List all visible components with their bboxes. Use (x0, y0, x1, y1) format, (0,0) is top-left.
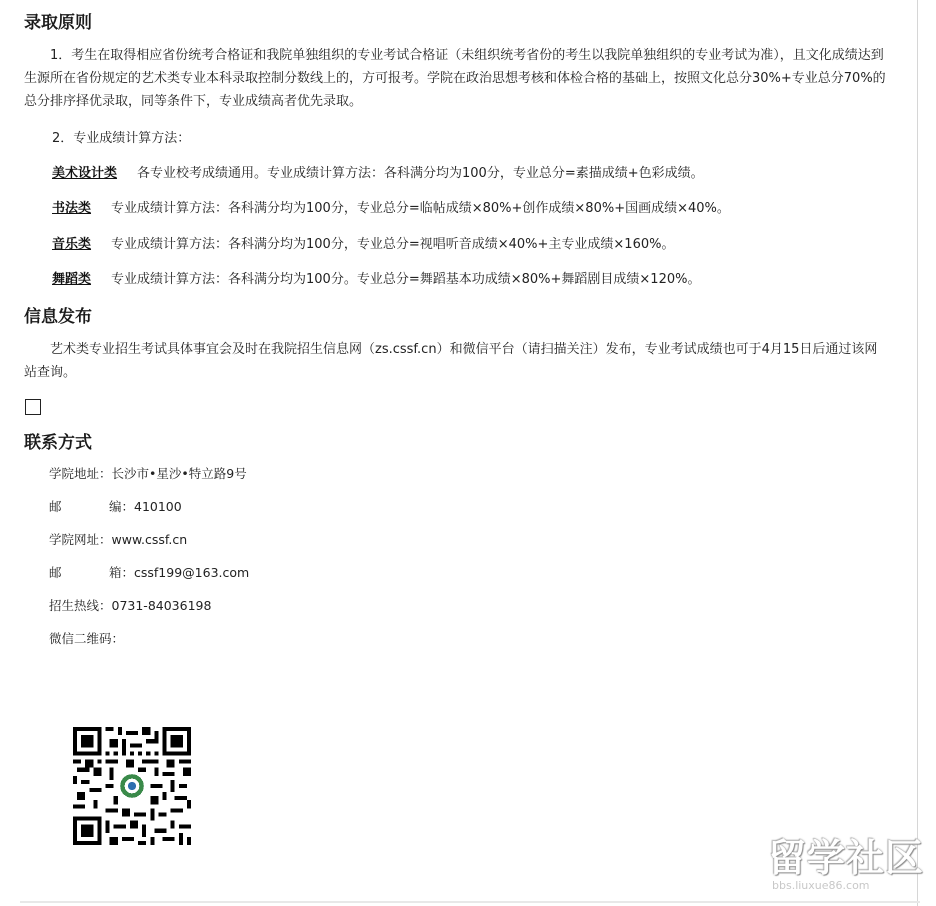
category-text: 各专业校考成绩通用。专业成绩计算方法：各科满分均为100分，专业总分=素描成绩+色彩成绩。 (137, 166, 704, 181)
admission-paragraph-2: 2．专业成绩计算方法： (52, 131, 191, 146)
section-title-information-release: 信息发布 (24, 307, 92, 327)
checkbox-icon (25, 399, 41, 415)
category-music (52, 235, 674, 255)
contact-email-label: 邮 (49, 565, 62, 580)
category-label: 舞蹈类 (52, 272, 92, 287)
category-text: 专业成绩计算方法：各科满分均为100分，专业总分=视唱听音成绩×40%+主专业成绩×160%。 (111, 237, 675, 252)
information-paragraph: 艺术类专业招生考试具体事宜会及时在我院招生信息网（zs.cssf.cn）和微信平台（请扫描关注）发布，专业考试成绩也可于4月15日后通过该网站查询。 (24, 342, 878, 380)
contact-hotline: 招生热线：0731-84036198 (49, 598, 212, 613)
contact-address: 学院地址：长沙市•星沙•特立路9号 (49, 466, 247, 481)
wechat-qr-code (73, 727, 191, 849)
contact-email (49, 563, 249, 581)
contact-website: 学院网址：www.cssf.cn (49, 532, 188, 547)
category-art-design (52, 164, 704, 184)
section-title-admission-principles: 录取原则 (24, 13, 92, 33)
category-label: 书法类 (52, 201, 92, 216)
category-dance (52, 270, 700, 290)
category-text: 专业成绩计算方法：各科满分均为100分。专业总分=舞蹈基本功成绩×80%+舞蹈剧目成绩×120%。 (111, 272, 701, 287)
contact-wechat: 微信二维码： (49, 631, 125, 646)
site-watermark (768, 836, 924, 892)
category-label: 美术设计类 (52, 166, 118, 181)
admission-paragraph-1: 1．考生在取得相应省份统考合格证和我院单独组织的专业考试合格证（未组织统考省份的考生以我院单独组织的专业考试为准），且文化成绩达到生源所在省份规定的艺术类专业本科录取控制分数线上的，方可报考。学院在政治思想考核和体检合格的基础上，按照文化总分30%+专业总分70%的总分排序择优录取，同等条件下，专业成绩高者优先录取。 (24, 48, 886, 109)
right-border-line (917, 0, 918, 906)
bottom-divider (20, 901, 920, 903)
contact-postcode-label: 邮 (49, 499, 62, 514)
category-calligraphy (52, 199, 730, 219)
watermark-logo-text: 留学社区 (768, 836, 925, 880)
section-title-contact: 联系方式 (24, 433, 92, 453)
contact-postcode-value: 编：410100 (109, 499, 182, 514)
category-label: 音乐类 (52, 237, 92, 252)
contact-email-value: 箱：cssf199@163.com (109, 565, 250, 580)
category-text: 专业成绩计算方法：各科满分均为100分，专业总分=临帖成绩×80%+创作成绩×80%+国画成绩×40%。 (111, 201, 730, 216)
contact-postcode (49, 497, 182, 515)
watermark-url: bbs.liuxue86.com (772, 879, 870, 892)
